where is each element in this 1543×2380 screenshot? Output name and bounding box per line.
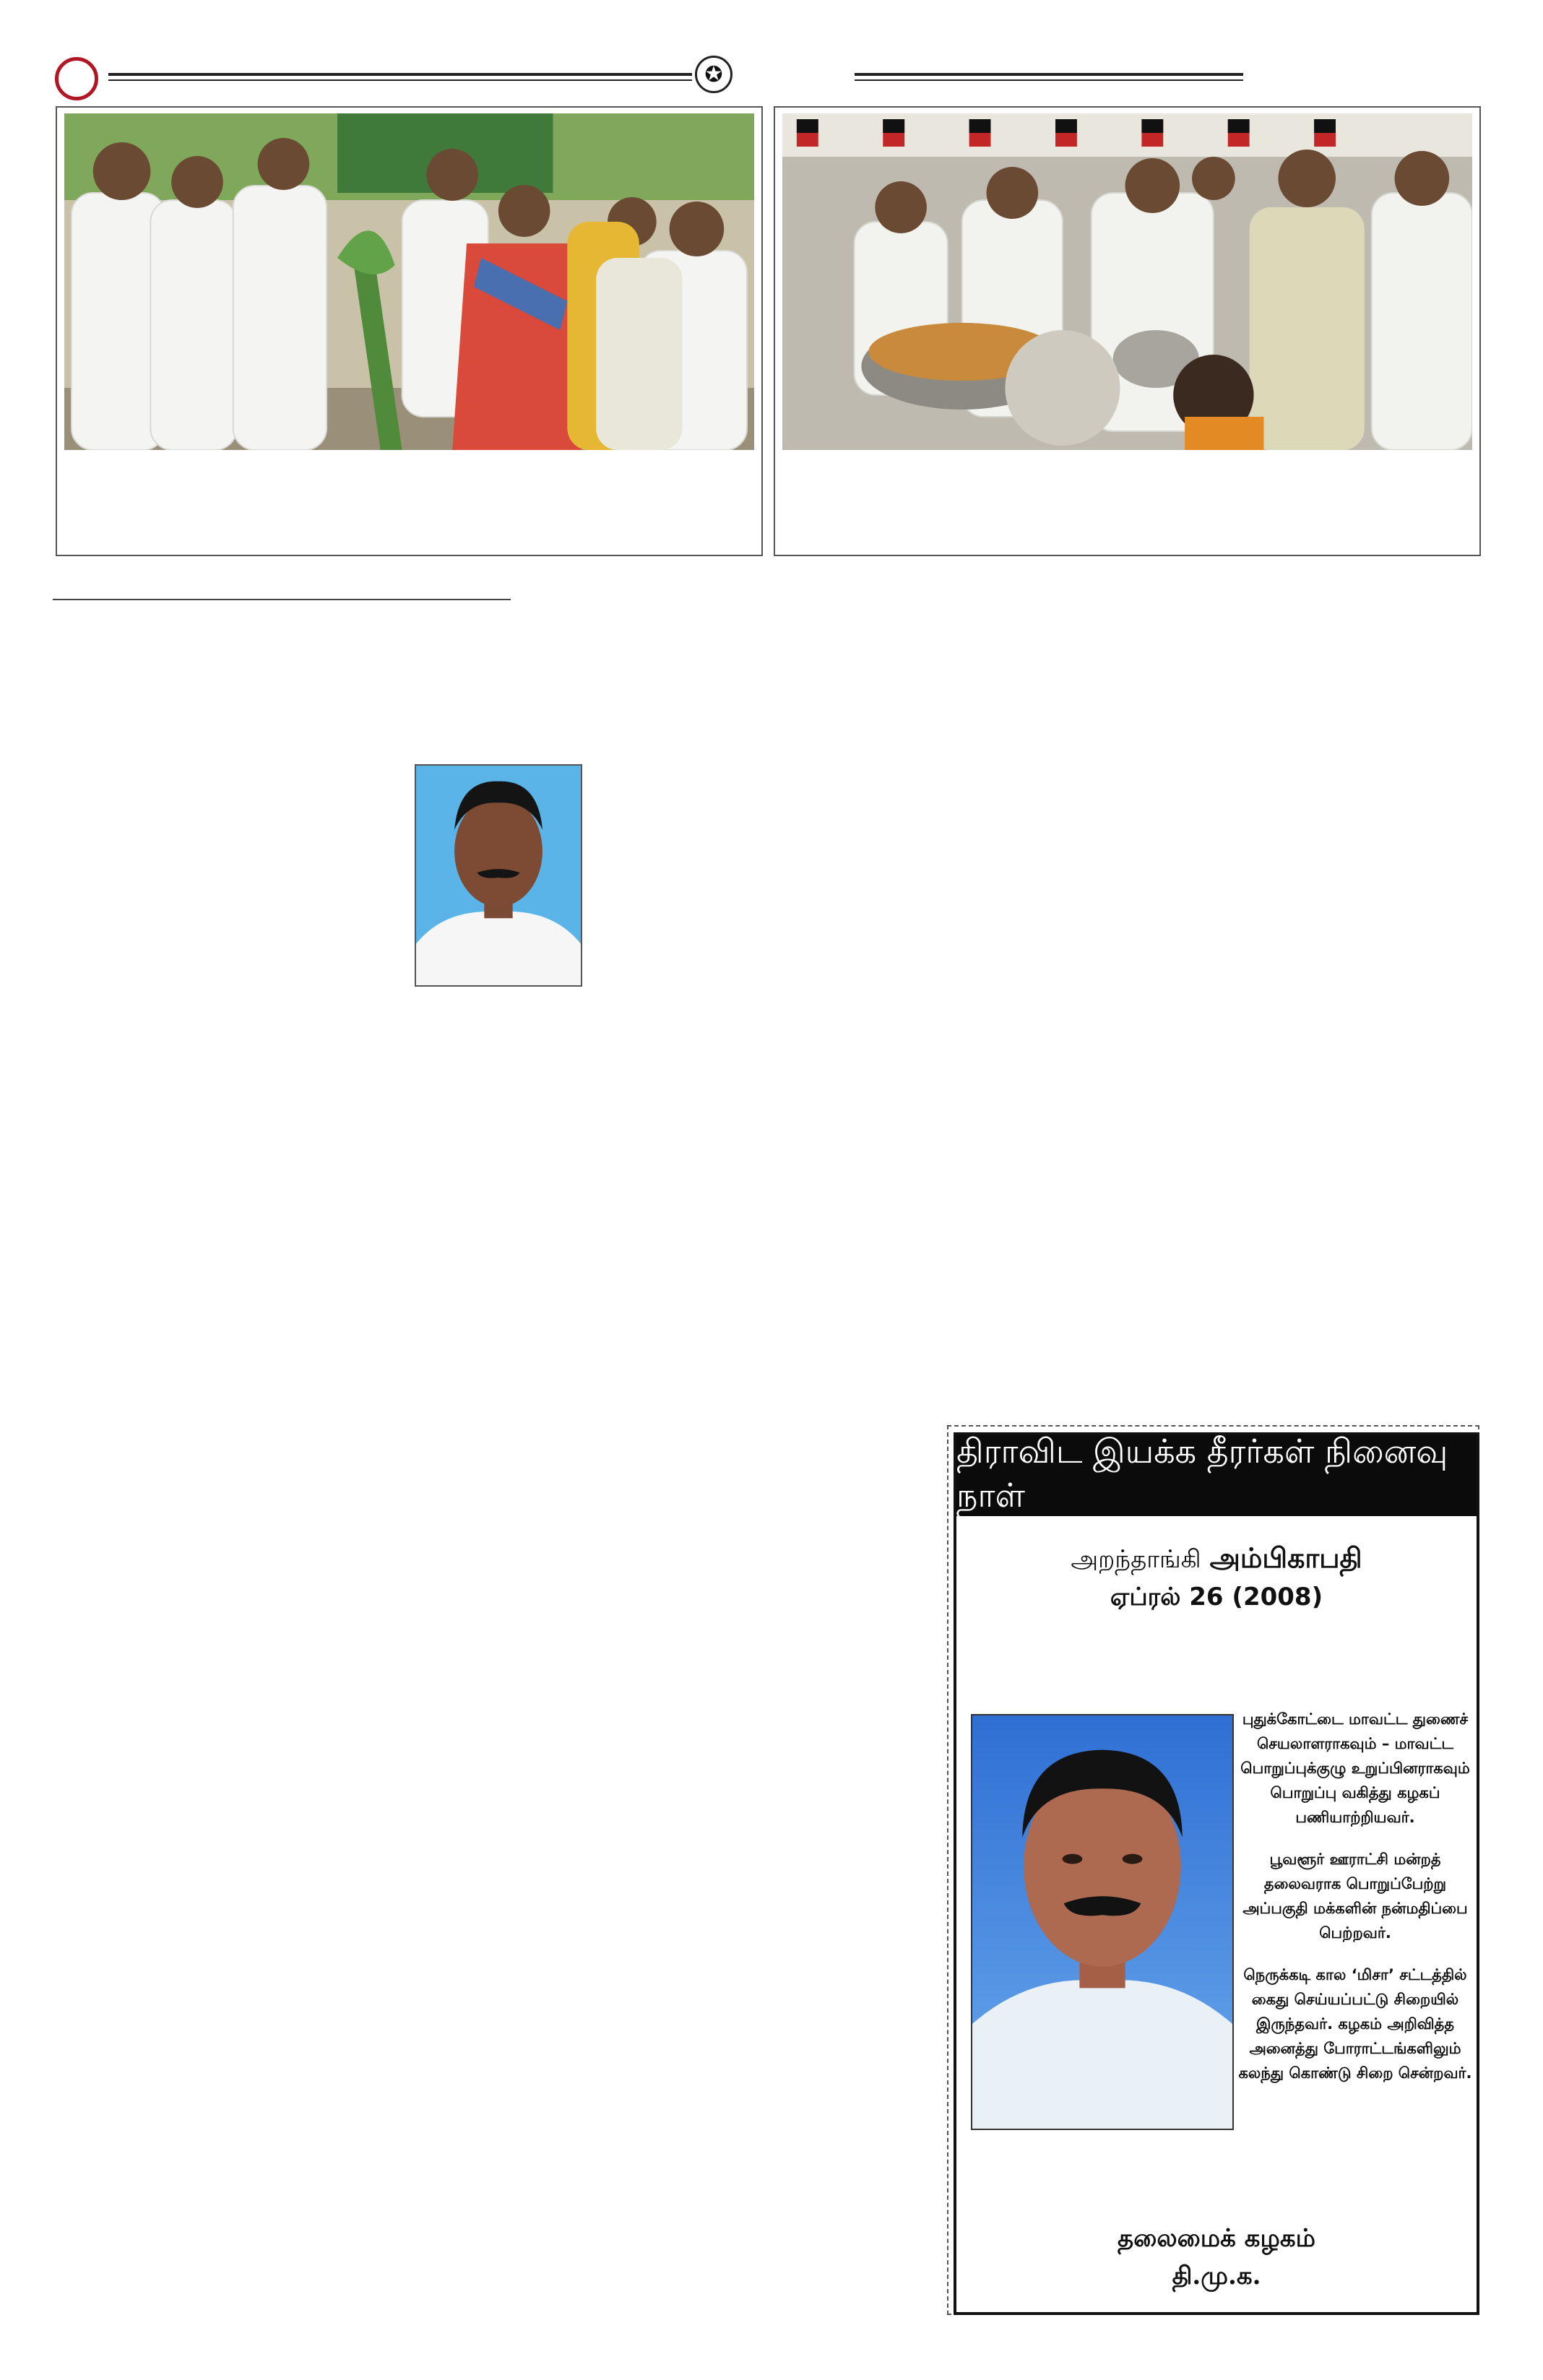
food-distribution-caption <box>788 460 1466 548</box>
tree-planting-photo <box>64 113 754 450</box>
food-distribution-photo-box <box>774 106 1481 556</box>
memorial-issuer: தலைமைக் கழகம் <box>1118 2224 1315 2253</box>
memorial-ad <box>954 1432 1479 2315</box>
memorial-biography <box>1234 1707 1477 2103</box>
bio-paragraph: புதுக்கோட்டை மாவட்ட துணைச் செயலாளராகவும் – மாவட்ட பொறுப்புக்குழு உறுப்பினராகவும் பொறுப்பு வகித்து கழகப் பணியாற்றியவர். <box>1240 1710 1470 1826</box>
memorial-place: அறந்தாங்கி <box>1071 1545 1201 1574</box>
column-rule <box>53 599 511 600</box>
food-distribution-photo <box>782 113 1472 450</box>
memorial-banner: திராவிட இயக்க தீரர்கள் நினைவு நாள் <box>956 1435 1477 1516</box>
bio-paragraph: நெருக்கடி கால ‘மிசா’ சட்டத்தில் கைது செய்யப்பட்டு சிறையில் இருந்தவர். கழகம் அறிவித்த அனைத்து போராட்டங்களிலும் கலந்து கொண்டு சிறை சென்றவர். <box>1238 1966 1472 2082</box>
memorial-person-name: அம்பிகாபதி <box>1209 1542 1362 1574</box>
tree-planting-photo-box <box>56 106 763 556</box>
portrait-photo-small <box>415 764 582 987</box>
seal-glyph: ✪ <box>704 61 723 87</box>
header-rule-right <box>855 73 1243 81</box>
bio-paragraph: பூவளூர் ஊராட்சி மன்றத் தலைவராக பொறுப்பேற்று அப்பகுதி மக்களின் நன்மதிப்பை பெற்றவர். <box>1242 1851 1468 1942</box>
memorial-date: ஏப்ரல் 26 (2008) <box>1110 1583 1323 1611</box>
memorial-portrait <box>971 1714 1234 2130</box>
tree-planting-caption <box>70 460 748 548</box>
memorial-name-line <box>956 1542 1477 1578</box>
party-seal-icon <box>695 56 732 93</box>
memorial-party: தி.மு.க. <box>1172 2262 1261 2290</box>
header-rule-left <box>108 73 692 81</box>
page-number-badge <box>55 57 98 100</box>
